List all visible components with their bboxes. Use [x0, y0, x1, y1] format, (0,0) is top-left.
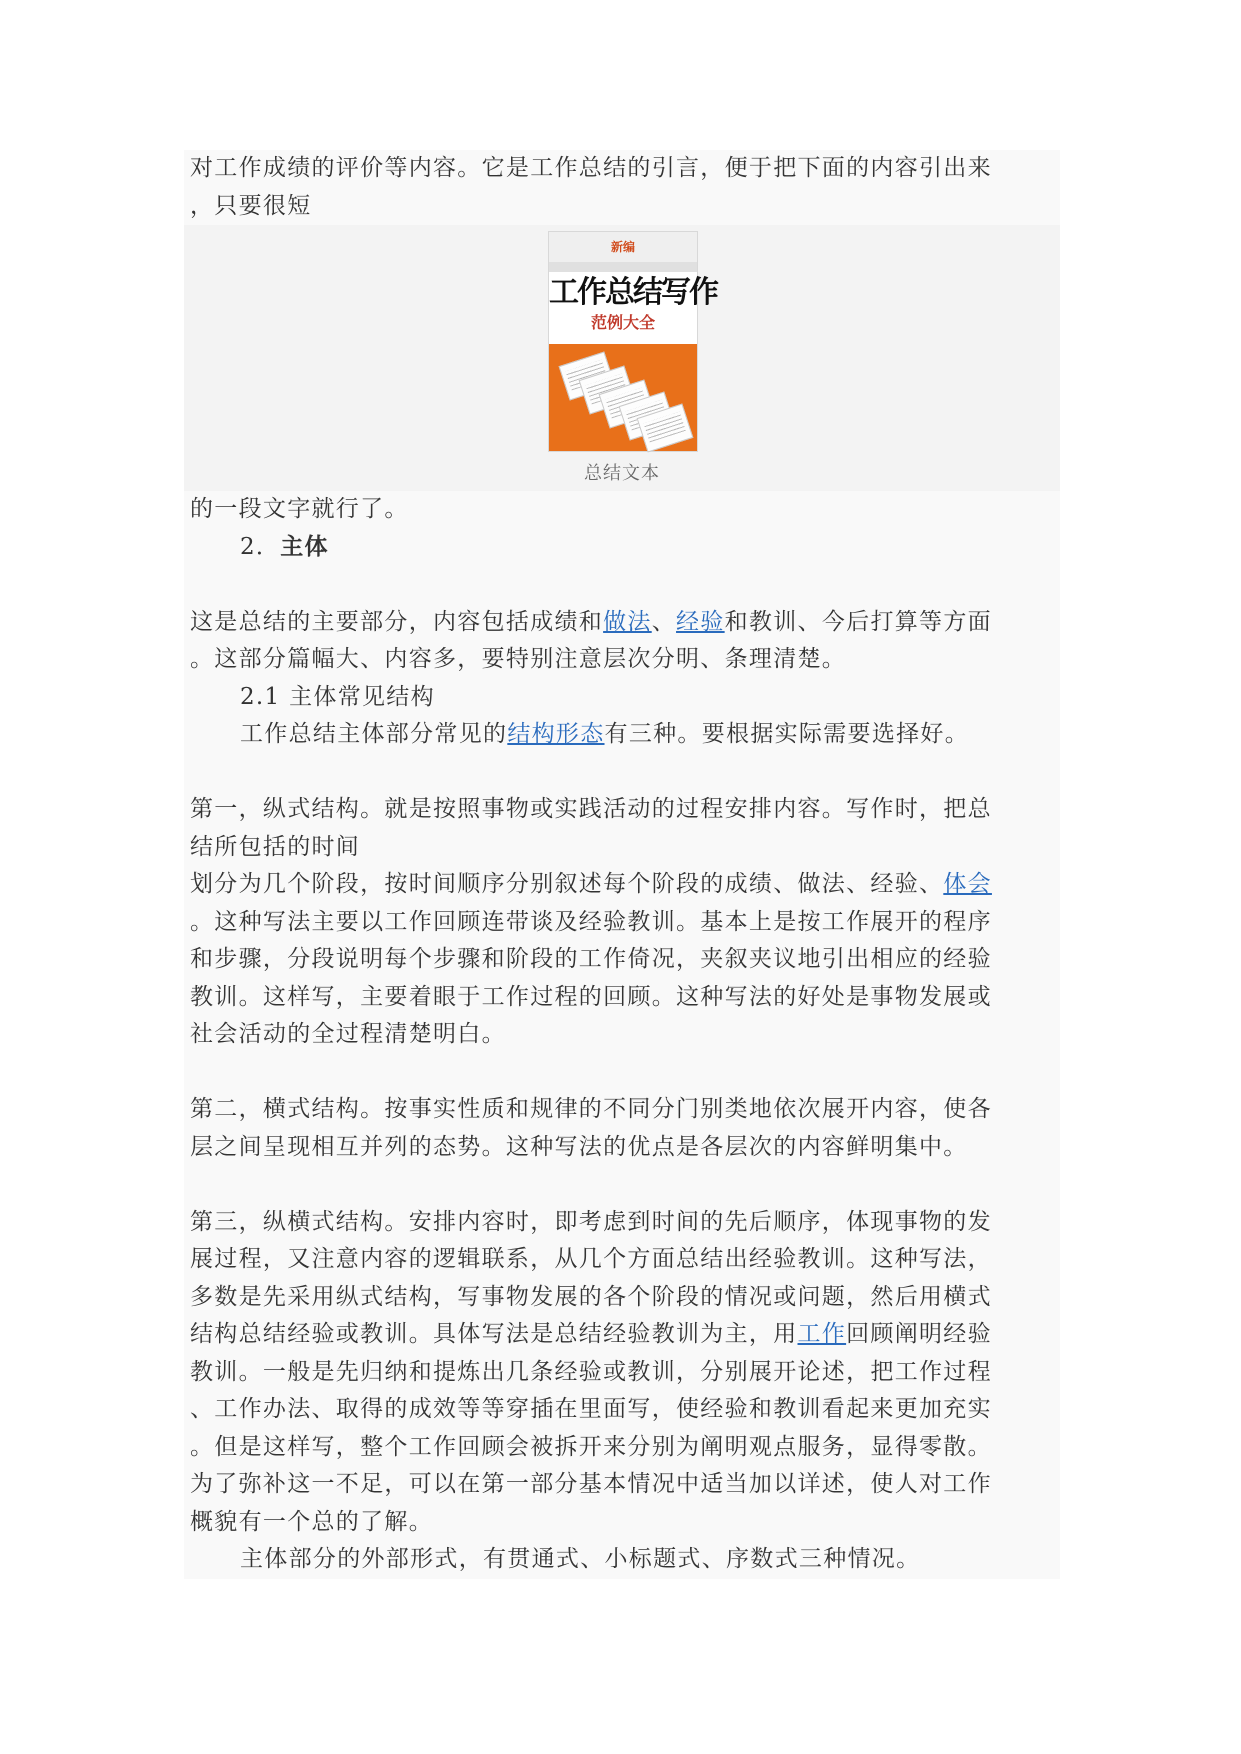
- section-2-1-heading: 2.1 主体常见结构: [240, 683, 435, 710]
- third-line-6: 、工作办法、取得的成效等等穿插在里面写，使经验和教训看起来更加充实: [190, 1396, 992, 1422]
- cover-top-label: 新编: [549, 232, 697, 262]
- second-line-1: 第二，横式结构。按事实性质和规律的不同分门别类地依次展开内容，使各: [190, 1096, 992, 1122]
- text-run: 有三种。要根据实际需要选择好。: [604, 721, 970, 747]
- second-line-2: 层之间呈现相互并列的态势。这种写法的优点是各层次的内容鲜明集中。: [190, 1133, 968, 1160]
- first-line-6: 教训。这样写，主要着眼于工作过程的回顾。这种写法的好处是事物发展或: [190, 983, 992, 1010]
- first-line-1: 第一，纵式结构。就是按照事物或实践活动的过程安排内容。写作时，把总: [190, 796, 992, 822]
- book-cover-image: [548, 231, 717, 452]
- link-zuofa[interactable]: 做法: [603, 608, 652, 635]
- link-tihui[interactable]: 体会: [943, 871, 992, 897]
- first-line-3: [184, 866, 1060, 904]
- closing-line: 主体部分的外部形式，有贯通式、小标题式、序数式三种情况。: [240, 1546, 921, 1572]
- first-line-4: 。这种写法主要以工作回顾连带谈及经验教训。基本上是按工作展开的程序: [190, 908, 992, 935]
- third-line-5: 教训。一般是先归纳和提炼出几条经验或教训，分别展开论述，把工作过程: [190, 1358, 992, 1385]
- third-line-2: 展过程，又注意内容的逻辑联系，从几个方面总结出经验教训。这种写法，: [190, 1246, 992, 1272]
- text-run: 回顾阐明经验: [846, 1321, 992, 1347]
- intro-line-2: ，只要很短: [190, 192, 312, 219]
- section-2-number: 2．: [240, 533, 281, 560]
- text-run: 划分为几个阶段，按时间顺序分别叙述每个阶段的成绩、做法、经验、: [190, 871, 944, 897]
- body-para-line-2: 。这部分篇幅大、内容多，要特别注意层次分明、条理清楚。: [190, 646, 847, 672]
- first-line-7: 社会活动的全过程清楚明白。: [190, 1021, 506, 1047]
- third-line-8: 为了弥补这一不足，可以在第一部分基本情况中适当加以详述，使人对工作: [190, 1471, 992, 1497]
- cover-title: 工作总结写作: [549, 275, 717, 310]
- link-gongzuo[interactable]: 工作: [797, 1321, 847, 1347]
- text-run: 工作总结主体部分常见的: [240, 721, 508, 747]
- cover-pinyin-strip: [549, 262, 697, 272]
- first-line-5: 和步骤，分段说明每个步骤和阶段的工作倚况，夹叙夹议地引出相应的经验: [190, 946, 992, 972]
- third-line-1: 第三，纵横式结构。安排内容时，即考虑到时间的先后顺序，体现事物的发: [190, 1208, 992, 1235]
- text-run: 、: [651, 608, 677, 635]
- body-para-line-1: [184, 604, 1060, 642]
- spacer: [184, 754, 1060, 792]
- figure-caption: 总结文本: [584, 463, 660, 484]
- link-jiegou-xingtai[interactable]: 结构形态: [507, 721, 605, 747]
- after-figure-line: 的一段文字就行了。: [190, 496, 409, 522]
- first-line-2: 结所包括的时间: [190, 833, 361, 860]
- spacer: [184, 1054, 1060, 1092]
- third-line-4: [184, 1316, 1060, 1354]
- cover-subtitle: 范例大全: [590, 313, 655, 332]
- third-line-7: 。但是这样写，整个工作回顾会被拆开来分别为阐明观点服务，显得零散。: [190, 1433, 992, 1460]
- section-2-title: 主体: [280, 533, 329, 560]
- link-jingyan[interactable]: 经验: [676, 608, 725, 635]
- text-run: 结构总结经验或教训。具体写法是总结经验教训为主，用: [190, 1321, 798, 1347]
- third-line-3: 多数是先采用纵式结构，写事物发展的各个阶段的情况或问题，然后用横式: [190, 1283, 992, 1310]
- cover-papers-illustration: [549, 344, 697, 451]
- document-body: [184, 150, 1060, 1579]
- section-2-1-line: [184, 716, 1060, 754]
- third-line-9: 概貌有一个总的了解。: [190, 1508, 433, 1535]
- section-2-heading: [184, 529, 1060, 567]
- text-run: 和教训、今后打算等方面: [724, 608, 992, 635]
- spacer: [184, 566, 1060, 604]
- figure-block: [184, 225, 1060, 491]
- intro-line-1: 对工作成绩的评价等内容。它是工作总结的引言，便于把下面的内容引出来: [190, 155, 992, 181]
- spacer: [184, 1166, 1060, 1204]
- text-run: 这是总结的主要部分，内容包括成绩和: [190, 608, 604, 635]
